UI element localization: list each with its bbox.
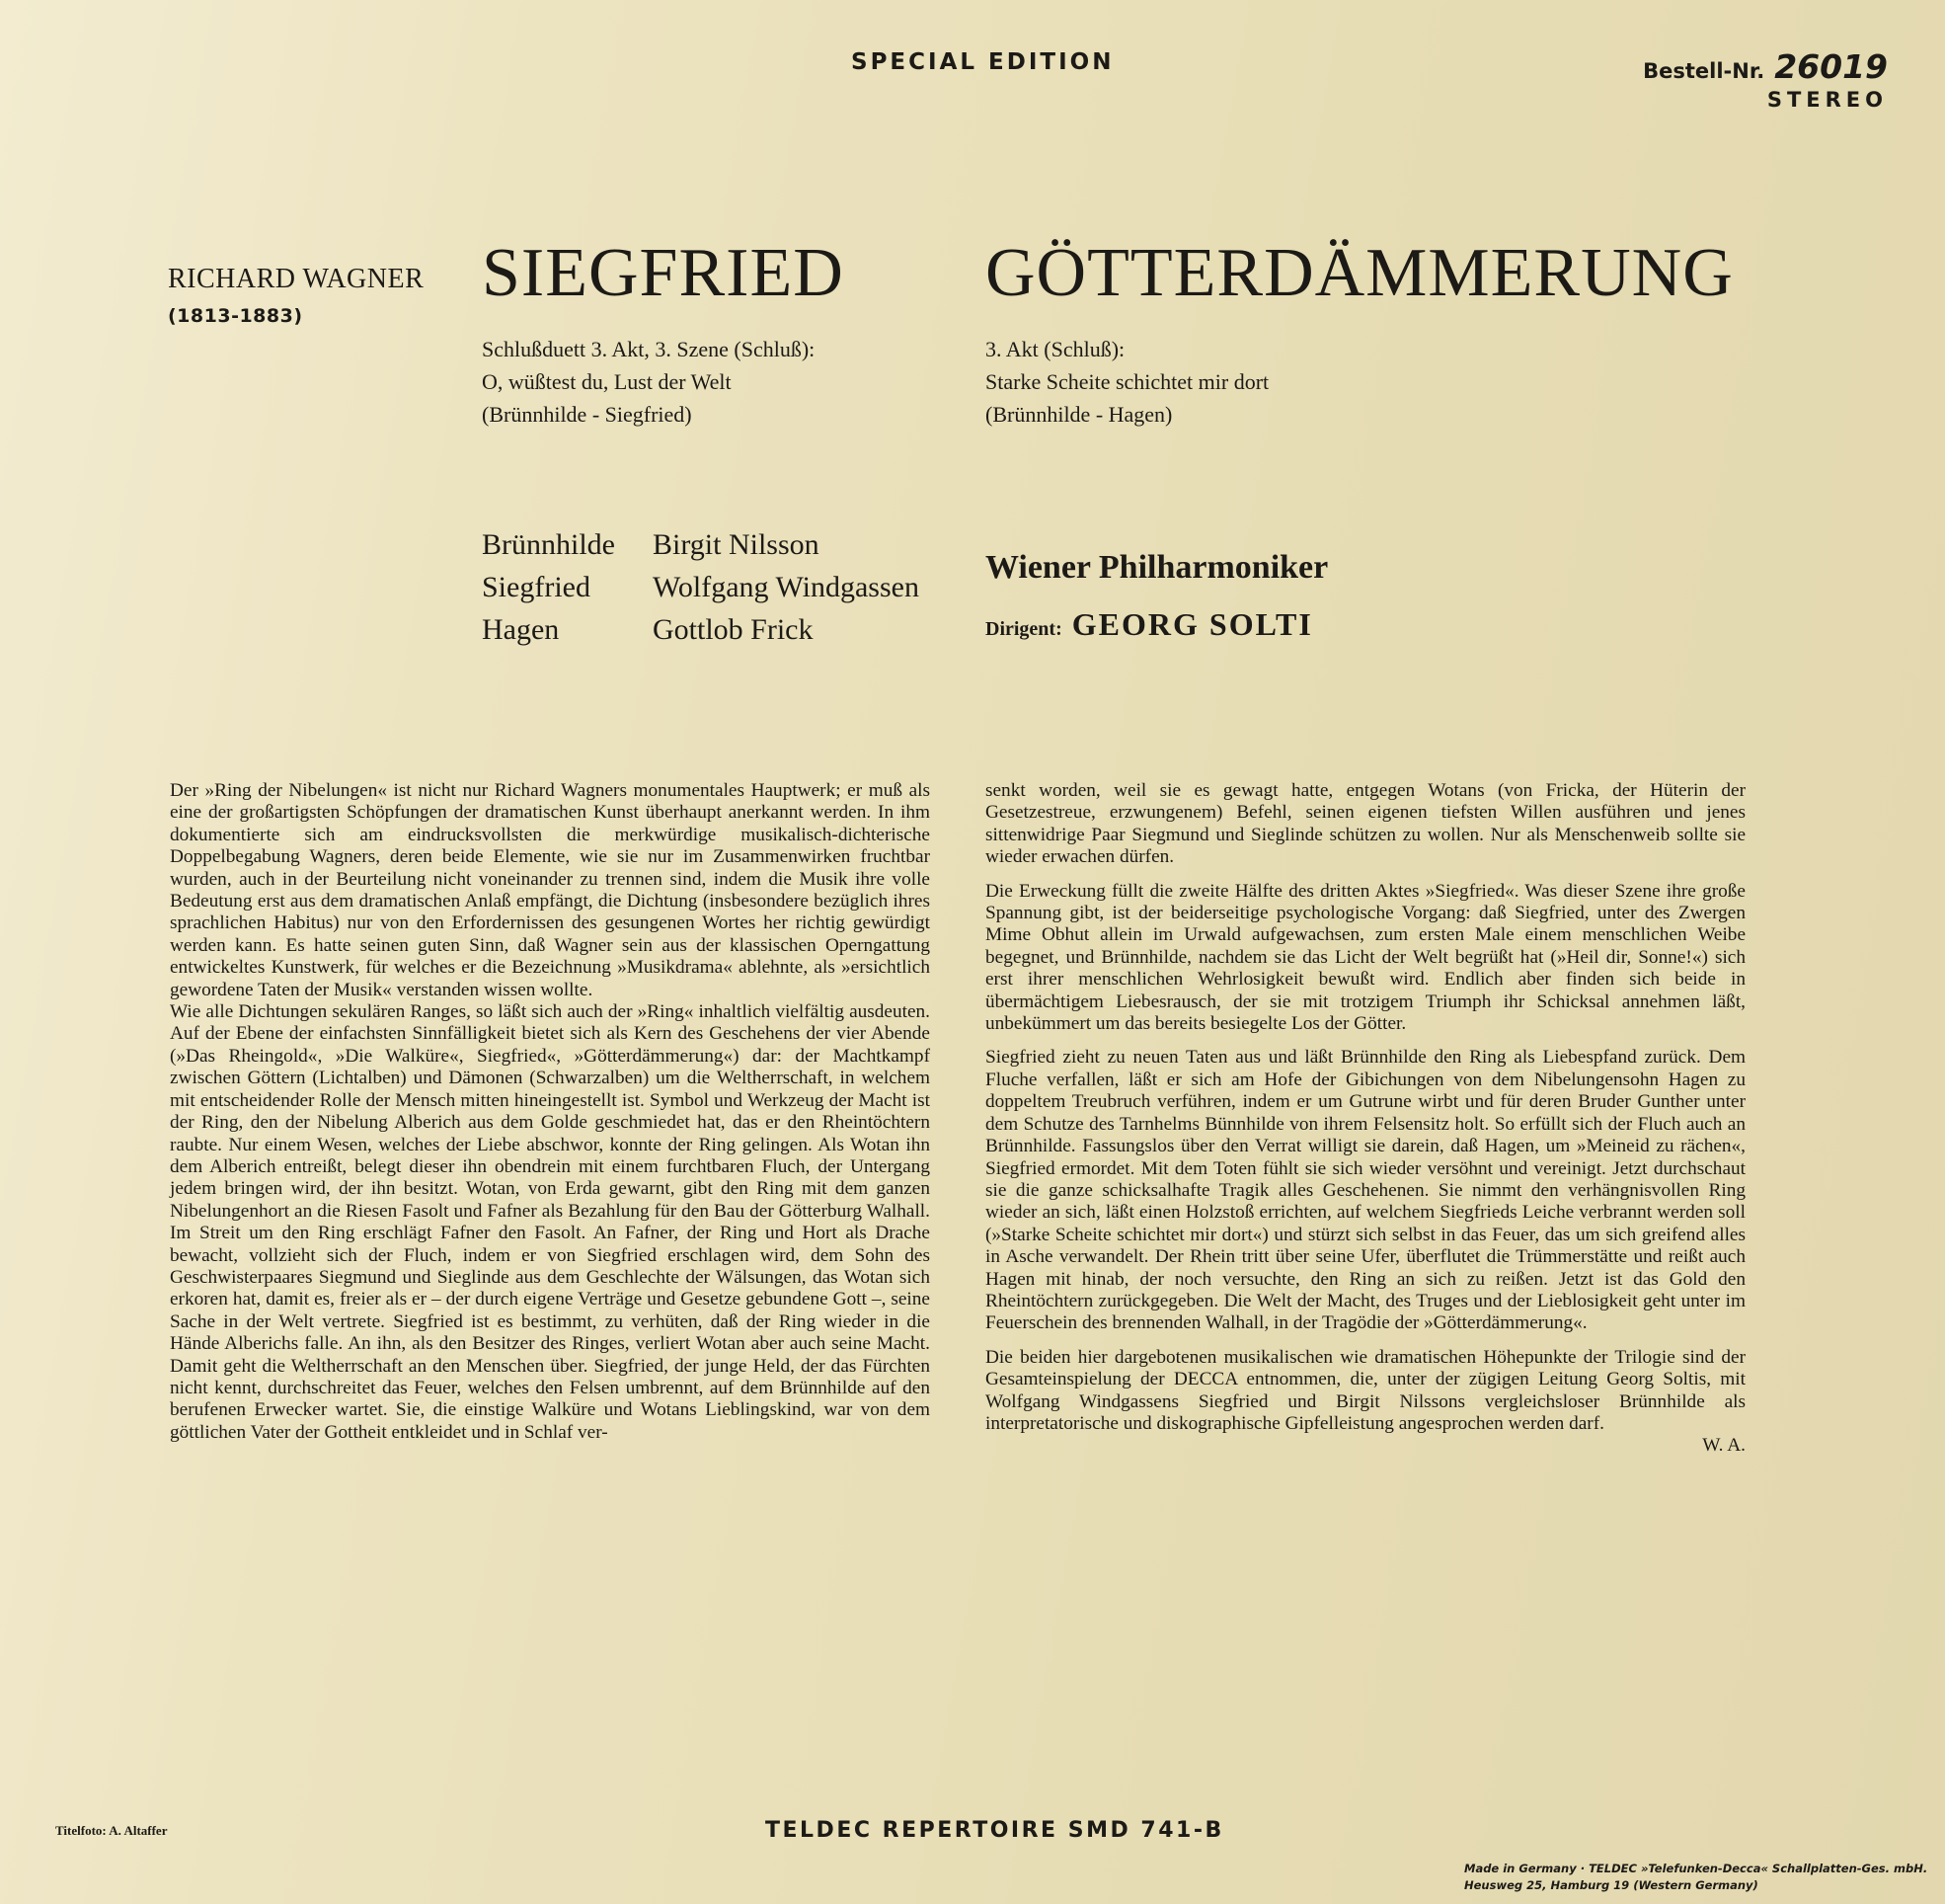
cast-singer: Birgit Nilsson [653,528,819,561]
cast-row [482,608,919,651]
work-info-siegfried [482,333,815,431]
imprint-line: Heusweg 25, Hamburg 19 (Western Germany) [1464,1878,1758,1892]
conductor-block [985,606,1313,643]
imprint [1464,1861,1927,1894]
format-label: STEREO [1766,88,1888,112]
liner-paragraph: Siegfried zieht zu neuen Taten aus und läßt Brünnhilde den Ring als Liebespfand zurück. Dem Fluche verfallen, läßt er sich am Hofe der Gibichungen von dem Nibelungensohn Hagen zu doppeltem Treubruch verführen, indem er um Gutrune wirbt und für deren Bruder Gunther unter dem Schutze des Tarnhelms Bünnhilde von ihrem Felsensitz holt. So erfüllt sich der Fluch auch an Brünnhilde. Fassungslos über den Verrat willigt sie darein, daß Hagen, um »Meineid zu rächen«, Siegfried ermordet. Mit dem Toten fühlt sie sich wieder versöhnt und vereinigt. Jetzt durchschaut sie die ganze schicksalhafte Tragik alles Geschehenen. Sie nimmt den verhängnisvollen Ring wieder an sich, läßt einen Holzstoß errichten, auf welchem Siegfrieds Leiche verbrannt werden soll (»Starke Scheite schichtet mir dort«) und stürzt sich selbst in das Feuer, das um sich greifend alles in Asche verwandelt. Der Rhein tritt über seine Ufer, überflutet die Trümmerstätte und reißt auch Hagen mit hinab, der noch versuchte, den Ring an sich zu reißen. Jetzt ist das Gold den Rheintöchtern zurückgegeben. Die Welt der Macht, des Truges und der Lieblosigkeit geht unter im Feuerschein des brennenden Walhall, in der Tragödie der »Götterdämmerung«. [985,1047,1746,1334]
liner-paragraph: Wie alle Dichtungen sekulären Ranges, so läßt sich auch der »Ring« inhaltlich vielfältig ausdeuten. Auf der Ebene der einfachsten Sinnfälligkeit bietet sich als Kern des Geschehens der vier Abende (»Das Rheingold«, »Die Walküre«, Siegfried«, »Götterdämmerung«) dar: der Machtkampf zwischen Göttern (Lichtalben) und Dämonen (Schwarzalben) um die Weltherrschaft, in welchem mit entscheidender Rolle der Mensch mitten hineingestellt ist. Symbol und Werkzeug der Macht ist der Ring, den der Nibelung Alberich aus dem Golde geschmiedet hat, das er den Rheintöchtern raubte. Nur einem Wesen, welches der Liebe abschwor, konnte der Ring gelingen. Als Wotan ihn dem Alberich entreißt, belegt dieser ihn obendrein mit einem furchtbaren Fluch, der Untergang jedem bringen wird, der ihn besitzt. Wotan, von Erda gewarnt, gibt den Ring mit dem ganzen Nibelungenhort an die Riesen Fasolt und Fafner als Bezahlung für den Bau der Götterburg Walhall. Im Streit um den Ring erschlägt Fafner den Fasolt. An Fafner, der Ring und Hort als Drache bewacht, vollzieht sich der Fluch, indem er von Siegfried erschlagen wird, dem Sohn des Geschwisterpaares Siegmund und Sieglinde aus dem Geschlechte der Wälsungen, das Wotan sich erkoren hat, damit es, freier als er – der durch eigene Verträge und Gesetze gebundene Gott –, seine Sache in der Welt vertrete. Siegfried ist es bestimmt, zu verhüten, daß der Ring wieder in die Hände Alberichs falle. An ihn, als den Besitzer des Ringes, verliert Wotan aber auch seine Macht. Damit geht die Weltherrschaft an den Menschen über. Siegfried, der junge Held, der das Fürchten nicht kennt, durchschreitet das Feuer, welches den Felsen umbrennt, auf dem Brünnhilde auf den berufenen Erwecker wartet. Sie, die einstige Walküre und Wotans Lieblingskind, war von dem göttlichen Vater der Gottheit entkleidet und in Schlaf ver- [170,1001,930,1443]
cast-role: Hagen [482,613,560,646]
edition-label: SPECIAL EDITION [851,49,1115,75]
work-info-goetterdaemmerung [985,333,1269,431]
liner-notes-left-column [170,780,930,1444]
composer-name: RICHARD WAGNER [168,264,425,294]
order-label: Bestell-Nr. [1643,59,1765,83]
cast-row [482,523,919,566]
conductor-label: Dirigent: [985,618,1062,640]
composer-block [168,264,424,327]
liner-paragraph: Der »Ring der Nibelungen« ist nicht nur Richard Wagners monumentales Hauptwerk; er muß als eine der großartigsten Schöpfungen der dramatischen Kunst überhaupt anerkannt werden. In ihm dokumentierte sich am eindrucksvollsten die merkwürdige musikalisch-dichterische Doppelbegabung Wagners, deren beide Elemente, wie sie nur im Zusammenwirken fruchtbar wurden, auch in der Beurteilung nicht voneinander zu trennen sind, indem die Musik ihre volle Bedeutung erst aus dem dramatischen Anlaß empfängt, die Dichtung (insbesondere bezüglich ihres sprachlichen Habitus) nur von den Erfordernissen des gesungenen Wortes her richtig gewürdigt werden kann. Es hatte seinen guten Sinn, daß Wagner sein aus der klassischen Operngattung entwickeltes Kunstwerk, für welches er die Bezeichnung »Musikdrama« ablehnte, als »ersichtlich gewordene Taten der Musik« verstanden wissen wollte. [170,780,930,1000]
work-line: 3. Akt (Schluß): [985,337,1126,361]
cast-list [482,523,919,651]
work-line: (Brünnhilde - Siegfried) [482,402,692,427]
cast-row [482,566,919,608]
order-info [1643,47,1888,112]
photo-credit: Titelfoto: A. Altaffer [55,1823,168,1838]
work-title-goetterdaemmerung: GÖTTERDÄMMERUNG [985,235,1734,311]
work-line: O, wüßtest du, Lust der Welt [482,369,732,394]
cast-singer: Gottlob Frick [653,613,814,646]
liner-paragraph: Die Erweckung füllt die zweite Hälfte des dritten Aktes »Siegfried«. Was dieser Szene ihre große Spannung gibt, ist der beiderseitige psychologische Vorgang: daß Siegfried, unter des Zwergen Mime Obhut allein im Urwald aufgewachsen, zum ersten Male einem menschlichen Weibe begegnet, und Brünnhilde, nachdem sie das Licht der Welt begrüßt hat (»Heil dir, Sonne!«) sich erst ihrer menschlichen Wehrlosigkeit bewußt wird. Endlich aber finden sich beide in übermächtigem Liebesrausch, der sie mit trotzigem Triumph ihr Schicksal annehmen läßt, unbekümmert um das bereits besiegelte Los der Götter. [985,880,1746,1035]
cast-singer: Wolfgang Windgassen [653,571,919,603]
composer-dates: (1813-1883) [168,305,303,327]
liner-paragraph: senkt worden, weil sie es gewagt hatte, entgegen Wotans (von Fricka, der Hüterin der Gesetzestreue, erzwungenem) Befehl, seinen eigenen tiefsten Willen ausführen und jenes sittenwidrige Paar Siegmund und Sieglinde schützen zu wollen. Nur als Menschenweib sollte sie wieder erwachen dürfen. [985,780,1746,868]
cast-role: Brünnhilde [482,528,615,561]
work-title-siegfried: SIEGFRIED [482,235,844,311]
liner-notes-right-column [985,780,1746,1458]
conductor-name: GEORG SOLTI [1071,606,1313,642]
catalog-number: TELDEC REPERTOIRE SMD 741-B [765,1818,1224,1843]
work-line: Starke Scheite schichtet mir dort [985,369,1270,394]
liner-paragraph: Die beiden hier dargebotenen musikalischen wie dramatischen Höhepunkte der Trilogie sind der Gesamteinspielung der DECCA entnommen, die, unter der zügigen Leitung Georg Soltis, mit Wolfgang Windgassens Siegfried und Birgit Nilssons vergleichsloser Brünnhilde als interpretatorische und diskographische Gipfelleistung angesprochen werden darf. [985,1346,1746,1434]
work-line: Schlußduett 3. Akt, 3. Szene (Schluß): [482,337,816,361]
order-number: 26019 [1774,47,1888,86]
orchestra-name: Wiener Philharmoniker [985,549,1329,586]
work-line: (Brünnhilde - Hagen) [985,402,1173,427]
author-signature: W. A. [1702,1435,1746,1457]
imprint-line: Made in Germany · TELDEC »Telefunken-Decca« Schallplatten-Ges. mbH. [1464,1862,1928,1875]
cast-role: Siegfried [482,571,590,603]
